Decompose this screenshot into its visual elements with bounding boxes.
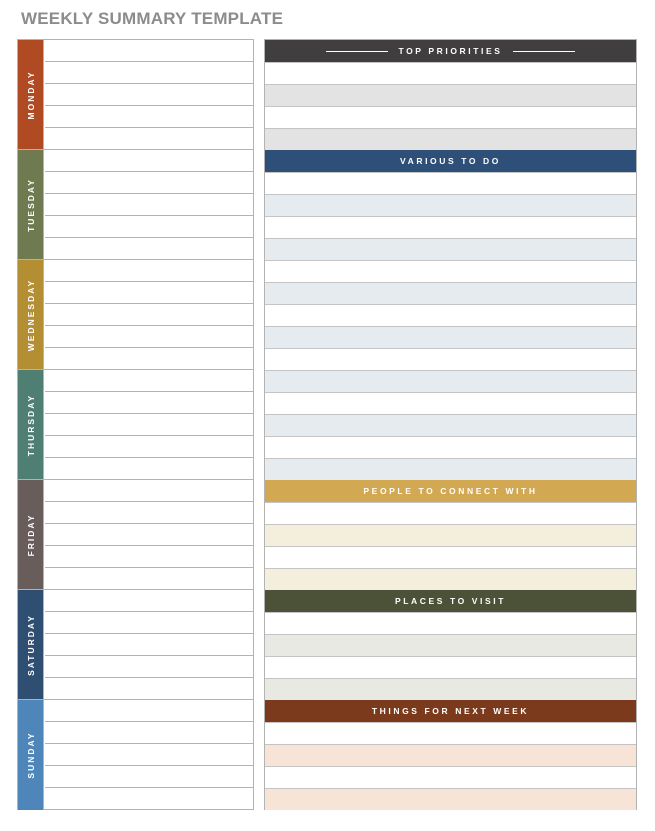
day-tab-saturday (18, 590, 44, 699)
day-notes-friday[interactable] (45, 480, 253, 589)
day-label-wednesday: WEDNESDAY (25, 278, 36, 351)
day-notes-thursday[interactable] (45, 370, 253, 479)
header-rule-right (513, 51, 575, 52)
list-row[interactable] (265, 128, 636, 150)
section-header-various-to-do (265, 150, 636, 172)
list-row[interactable] (265, 568, 636, 590)
day-block-tuesday (18, 150, 253, 260)
header-rule-left (326, 51, 388, 52)
day-notes-sunday[interactable] (45, 700, 253, 810)
list-row[interactable] (265, 62, 636, 84)
section-various-to-do (265, 150, 636, 480)
day-label-thursday: THURSDAY (25, 393, 36, 456)
day-notes-tuesday[interactable] (45, 150, 253, 259)
day-notes-monday[interactable] (45, 40, 253, 149)
summary-panel (264, 39, 637, 810)
list-row[interactable] (265, 436, 636, 458)
section-header-things-for-next-week (265, 700, 636, 722)
list-row[interactable] (265, 458, 636, 480)
list-row[interactable] (265, 370, 636, 392)
day-label-sunday: SUNDAY (25, 731, 36, 779)
day-block-friday (18, 480, 253, 590)
day-tab-friday (18, 480, 44, 589)
list-row[interactable] (265, 304, 636, 326)
day-notes-saturday[interactable] (45, 590, 253, 699)
list-row[interactable] (265, 634, 636, 656)
day-tab-thursday (18, 370, 44, 479)
day-notes-wednesday[interactable] (45, 260, 253, 369)
list-row[interactable] (265, 260, 636, 282)
list-row[interactable] (265, 612, 636, 634)
list-row[interactable] (265, 238, 636, 260)
list-row[interactable] (265, 348, 636, 370)
list-row[interactable] (265, 282, 636, 304)
list-row[interactable] (265, 326, 636, 348)
list-row[interactable] (265, 678, 636, 700)
list-row[interactable] (265, 524, 636, 546)
day-label-tuesday: TUESDAY (25, 177, 36, 232)
section-things-for-next-week (265, 700, 636, 810)
day-label-saturday: SATURDAY (25, 613, 36, 676)
day-block-sunday (18, 700, 253, 810)
list-row[interactable] (265, 194, 636, 216)
day-tab-sunday (18, 700, 44, 810)
list-row[interactable] (265, 106, 636, 128)
list-row[interactable] (265, 546, 636, 568)
section-title-people-to-connect: PEOPLE TO CONNECT WITH (363, 486, 538, 496)
day-label-monday: MONDAY (25, 70, 36, 119)
days-column (17, 39, 254, 810)
list-row[interactable] (265, 414, 636, 436)
list-row[interactable] (265, 172, 636, 194)
day-block-monday (18, 40, 253, 150)
list-row[interactable] (265, 502, 636, 524)
section-top-priorities (265, 40, 636, 150)
list-row[interactable] (265, 216, 636, 238)
list-row[interactable] (265, 766, 636, 788)
section-title-various-to-do: VARIOUS TO DO (399, 156, 502, 166)
day-tab-tuesday (18, 150, 44, 259)
page-title: WEEKLY SUMMARY TEMPLATE (21, 9, 284, 28)
section-title-top-priorities: TOP PRIORITIES (398, 46, 503, 56)
section-people-to-connect (265, 480, 636, 590)
list-row[interactable] (265, 392, 636, 414)
section-header-places-to-visit (265, 590, 636, 612)
list-row[interactable] (265, 722, 636, 744)
day-tab-wednesday (18, 260, 44, 369)
day-block-thursday (18, 370, 253, 480)
section-header-people-to-connect (265, 480, 636, 502)
section-header-top-priorities (265, 40, 636, 62)
day-label-friday: FRIDAY (25, 513, 36, 556)
list-row[interactable] (265, 788, 636, 810)
list-row[interactable] (265, 84, 636, 106)
day-block-saturday (18, 590, 253, 700)
day-block-wednesday (18, 260, 253, 370)
list-row[interactable] (265, 656, 636, 678)
day-tab-monday (18, 40, 44, 149)
section-places-to-visit (265, 590, 636, 700)
section-title-things-for-next-week: THINGS FOR NEXT WEEK (371, 706, 530, 716)
list-row[interactable] (265, 744, 636, 766)
section-title-places-to-visit: PLACES TO VISIT (394, 596, 507, 606)
